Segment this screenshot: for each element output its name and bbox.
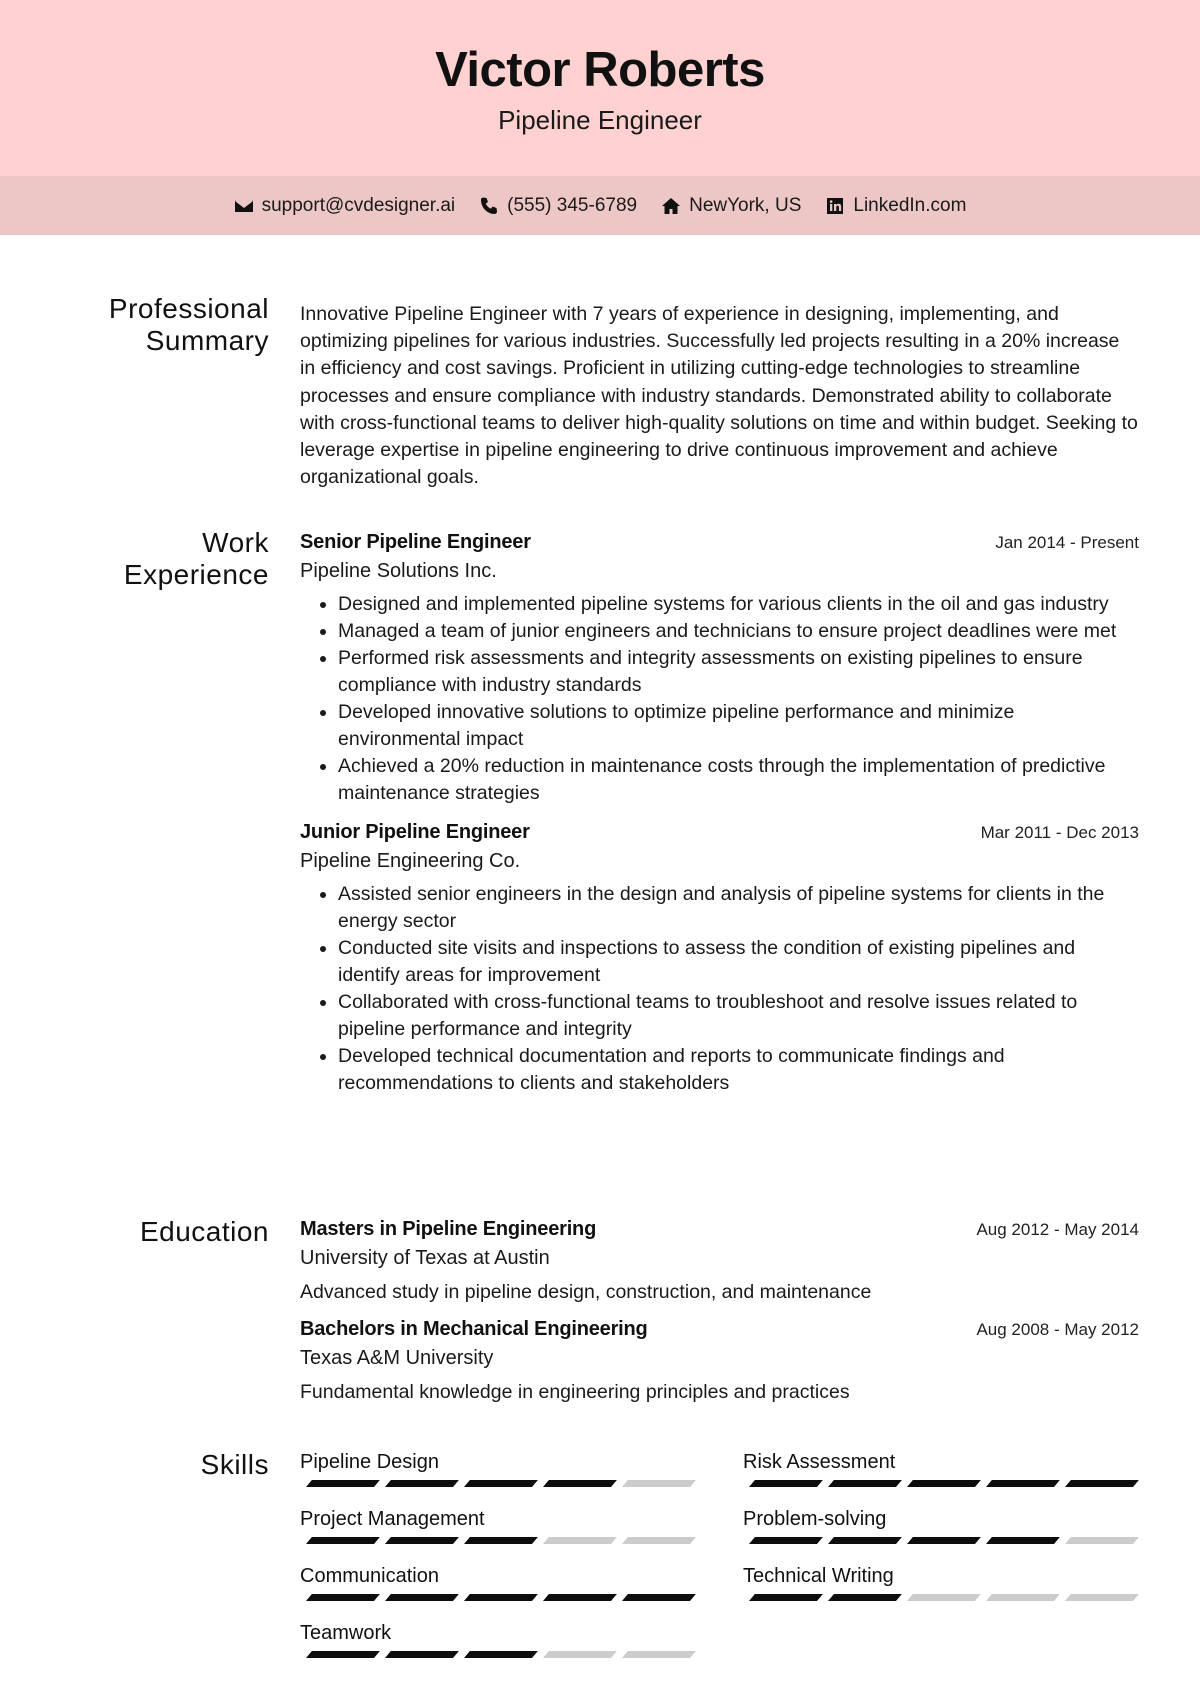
contact-email[interactable] [234, 195, 456, 217]
school-name: University of Texas at Austin [300, 1247, 550, 1269]
contact-phone-text: (555) 345-6789 [507, 194, 638, 216]
contact-email-text: support@cvdesigner.ai [261, 194, 456, 216]
job-company: Pipeline Solutions Inc. [300, 560, 497, 582]
experience-heading [29, 527, 269, 591]
skill-segment-filled [749, 1537, 823, 1544]
skill-segment-filled [385, 1537, 459, 1544]
contact-linkedin-text: LinkedIn.com [853, 194, 967, 216]
job-dates: Jan 2014 - Present [995, 533, 1139, 552]
skill-level-bar [300, 1594, 695, 1601]
education-description: Advanced study in pipeline design, construction, and maintenance [300, 1281, 872, 1303]
job-bullet: • Developed innovative solutions to optimize pipeline performance and minimize environmental impact [338, 699, 1139, 753]
job-bullet: • Designed and implemented pipeline systems for various clients in the oil and gas industry [338, 591, 1139, 618]
job-company: Pipeline Engineering Co. [300, 850, 521, 872]
skill-segment-empty [543, 1651, 617, 1658]
skill-level-bar [743, 1537, 1138, 1544]
skill-segment-filled [306, 1594, 380, 1601]
job-bullets [300, 591, 1139, 807]
skill-name: Pipeline Design [300, 1451, 439, 1473]
skill-segment-filled [543, 1594, 617, 1601]
skill-item [743, 1563, 1138, 1601]
skill-item [300, 1620, 695, 1658]
job-bullet: • Developed technical documentation and reports to communicate findings and recommendations to clients and stakeholders [338, 1043, 1139, 1097]
education-description: Fundamental knowledge in engineering principles and practices [300, 1381, 850, 1403]
skill-item [300, 1449, 695, 1487]
job-bullet: • Collaborated with cross-functional teams to troubleshoot and resolve issues related to pipeline performance and integrity [338, 989, 1139, 1043]
skill-segment-filled [828, 1537, 902, 1544]
job-entry [300, 531, 1139, 807]
experience-heading-line-1: Work [202, 527, 269, 558]
job-title: Senior Pipeline Engineer [300, 531, 531, 553]
skill-item [300, 1563, 695, 1601]
degree-title: Bachelors in Mechanical Engineering [300, 1318, 648, 1340]
skill-segment-filled [464, 1537, 538, 1544]
skill-segment-empty [1065, 1537, 1139, 1544]
skill-item [743, 1506, 1138, 1544]
experience-heading-line-2: Experience [123, 559, 269, 590]
skill-segment-empty [907, 1594, 981, 1601]
skill-name: Project Management [300, 1508, 485, 1530]
job-bullet: • Assisted senior engineers in the design and analysis of pipeline systems for clients in the energy sector [338, 881, 1139, 935]
skill-segment-filled [306, 1651, 380, 1658]
skill-segment-filled [385, 1594, 459, 1601]
skill-segment-filled [986, 1480, 1060, 1487]
skill-segment-filled [907, 1480, 981, 1487]
degree-title: Masters in Pipeline Engineering [300, 1218, 597, 1240]
envelope-icon [234, 196, 254, 216]
skill-segment-filled [622, 1594, 696, 1601]
skill-segment-filled [464, 1480, 538, 1487]
education-dates: Aug 2008 - May 2012 [976, 1320, 1139, 1339]
skill-segment-filled [749, 1594, 823, 1601]
skill-item [743, 1449, 1138, 1487]
skill-segment-empty [622, 1537, 696, 1544]
skill-segment-filled [543, 1480, 617, 1487]
contact-location [661, 195, 801, 217]
skill-segment-empty [622, 1480, 696, 1487]
job-bullet: • Conducted site visits and inspections to assess the condition of existing pipelines and identify areas for improvement [338, 935, 1139, 989]
skill-segment-filled [306, 1537, 380, 1544]
phone-icon [479, 196, 499, 216]
skill-level-bar [300, 1651, 695, 1658]
job-entry [300, 821, 1139, 1097]
resume-header [0, 0, 1200, 176]
skill-name: Communication [300, 1565, 439, 1587]
candidate-name: Victor Roberts [435, 43, 765, 97]
skill-level-bar [300, 1480, 695, 1487]
skill-level-bar [743, 1594, 1138, 1601]
skill-segment-filled [986, 1537, 1060, 1544]
skill-segment-filled [464, 1594, 538, 1601]
job-bullet: • Performed risk assessments and integrity assessments on existing pipelines to ensure compliance with industry standards [338, 645, 1139, 699]
skill-segment-empty [622, 1651, 696, 1658]
skill-segment-empty [543, 1537, 617, 1544]
skill-segment-filled [306, 1480, 380, 1487]
education-entry [300, 1318, 1139, 1406]
education-heading: Education [139, 1216, 269, 1247]
contact-location-text: NewYork, US [689, 194, 802, 216]
contact-linkedin[interactable] [825, 195, 966, 217]
education-dates: Aug 2012 - May 2014 [976, 1220, 1139, 1239]
home-icon [661, 196, 681, 216]
linkedin-icon [825, 196, 845, 216]
skill-segment-filled [828, 1480, 902, 1487]
skill-level-bar [300, 1537, 695, 1544]
job-bullet: • Managed a team of junior engineers and technicians to ensure project deadlines were met [338, 618, 1139, 645]
skill-segment-empty [1065, 1594, 1139, 1601]
skill-segment-filled [1065, 1480, 1139, 1487]
skills-heading: Skills [200, 1449, 269, 1480]
school-name: Texas A&M University [300, 1347, 494, 1369]
job-bullet: • Achieved a 20% reduction in maintenance costs through the implementation of predictive maintenance strategies [338, 753, 1139, 807]
summary-text: Innovative Pipeline Engineer with 7 years of experience in designing, implementing, and optimizing pipelines for various industries. Successfully led projects resulting in a 20% increase in efficiency and cost savings. Proficient in utilizing cutting-edge technologies to streamline processes and ensure compliance with industry standards. Demonstrated ability to collaborate with cross-functional teams to deliver high-quality solutions on time and within budget. Seeking to leverage expertise in pipeline engineering to drive continuous improvement and achieve organizational goals. [300, 303, 1138, 489]
skill-name: Risk Assessment [743, 1451, 896, 1473]
summary-heading [29, 293, 269, 357]
skill-segment-filled [828, 1594, 902, 1601]
skill-segment-filled [907, 1537, 981, 1544]
candidate-role: Pipeline Engineer [498, 105, 702, 135]
contact-bar [0, 176, 1200, 235]
skill-segment-filled [385, 1480, 459, 1487]
job-title: Junior Pipeline Engineer [300, 821, 530, 843]
skill-segment-empty [986, 1594, 1060, 1601]
summary-heading-line-1: Professional [108, 293, 269, 324]
education-entry [300, 1218, 1139, 1306]
skill-segment-filled [385, 1651, 459, 1658]
skill-name: Teamwork [300, 1622, 392, 1644]
skill-segment-filled [464, 1651, 538, 1658]
skill-item [300, 1506, 695, 1544]
job-dates: Mar 2011 - Dec 2013 [980, 823, 1139, 842]
summary-heading-line-2: Summary [145, 325, 269, 356]
skill-name: Technical Writing [743, 1565, 894, 1587]
skill-segment-filled [749, 1480, 823, 1487]
skill-name: Problem-solving [743, 1508, 887, 1530]
job-bullets [300, 881, 1139, 1097]
skill-level-bar [743, 1480, 1138, 1487]
contact-phone[interactable] [479, 195, 637, 217]
